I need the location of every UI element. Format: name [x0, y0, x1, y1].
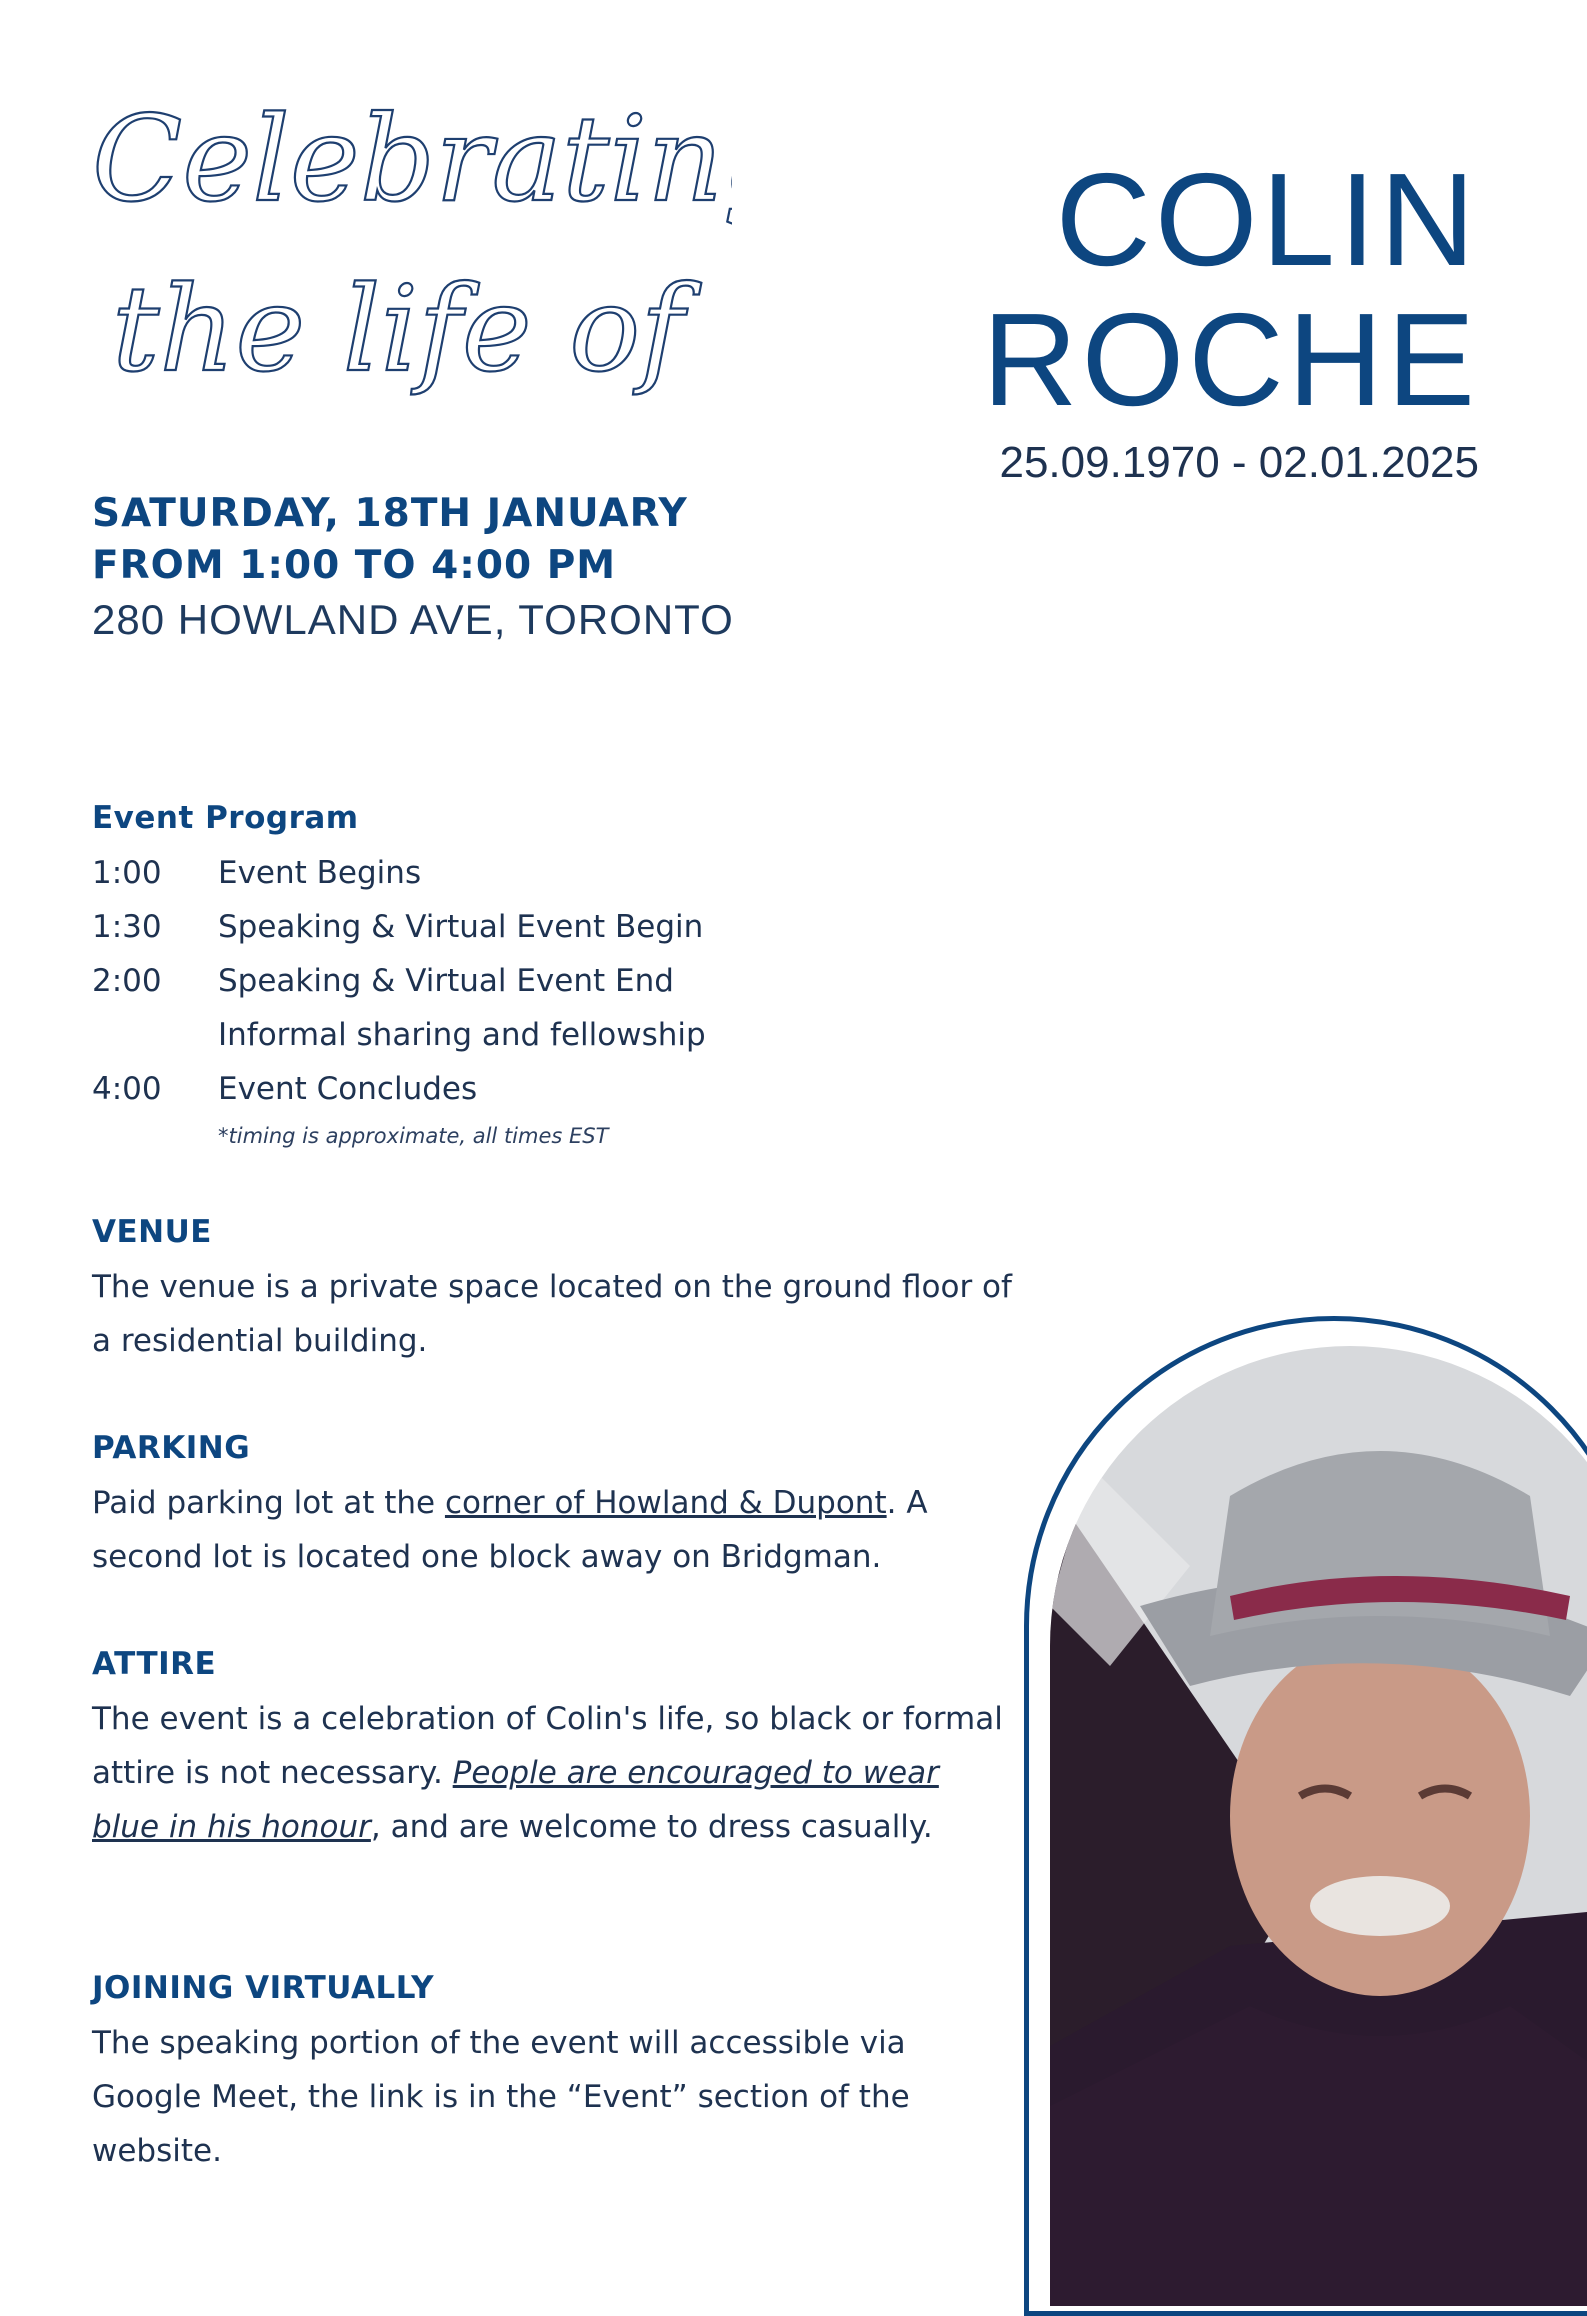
program-label: Speaking & Virtual Event End	[218, 963, 674, 999]
program-time: 4:00	[92, 1071, 162, 1107]
program-label: Speaking & Virtual Event Begin	[218, 909, 704, 945]
virtual-title: JOINING VIRTUALLY	[92, 1970, 435, 2006]
parking-title: PARKING	[92, 1430, 251, 1466]
attire-title: ATTIRE	[92, 1646, 217, 1682]
event-program	[92, 846, 706, 1148]
program-row	[92, 1062, 706, 1116]
program-label: Event Concludes	[218, 1071, 478, 1107]
parking-location-link[interactable]: corner of Howland & Dupont	[444, 1485, 887, 1521]
venue-title: VENUE	[92, 1214, 212, 1250]
parking-text-start: Paid parking lot at the	[92, 1485, 445, 1521]
attire-emphasis: People are encouraged to wear blue in his honour	[92, 1755, 939, 1845]
script-line-2: the life of	[112, 260, 684, 398]
event-details	[92, 488, 734, 648]
program-row	[92, 846, 706, 900]
program-time: 2:00	[92, 963, 162, 999]
program-note: *timing is approximate, all times EST	[218, 1124, 609, 1148]
program-time: 1:00	[92, 855, 162, 891]
portrait-photo	[1050, 1346, 1587, 2306]
attire-text-end: , and are welcome to dress casually.	[370, 1809, 933, 1845]
honoree-name	[982, 146, 1479, 433]
program-title: Event Program	[92, 800, 359, 836]
life-dates: 25.09.1970 - 02.01.2025	[999, 438, 1479, 487]
program-row	[92, 900, 706, 954]
attire-text	[92, 1692, 1012, 1854]
program-label: Event Begins	[218, 855, 422, 891]
parking-text	[92, 1476, 1012, 1584]
venue-text: The venue is a private space located on the ground floor of a residential building.	[92, 1269, 1012, 1359]
event-time: FROM 1:00 TO 4:00 PM	[92, 543, 617, 588]
program-time: 1:30	[92, 909, 162, 945]
event-day: SATURDAY, 18TH JANUARY	[92, 491, 688, 536]
program-row	[92, 954, 706, 1008]
script-heading	[92, 60, 732, 430]
program-row	[92, 1008, 706, 1062]
program-label: Informal sharing and fellowship	[218, 1017, 706, 1053]
first-name: COLIN	[1055, 146, 1479, 293]
last-name: ROCHE	[982, 286, 1479, 433]
event-address: 280 HOWLAND AVE, TORONTO	[92, 596, 734, 643]
virtual-text: The speaking portion of the event will accessible via Google Meet, the link is in the “Event” section of the website.	[92, 2025, 910, 2169]
parking-text-end: . A second lot is located one block away on Bridgman.	[92, 1485, 928, 1575]
script-line-1: Celebrating	[92, 90, 732, 228]
attire-text-start: The event is a celebration of Colin's life, so black or formal attire is not necessary.	[92, 1701, 1003, 1791]
